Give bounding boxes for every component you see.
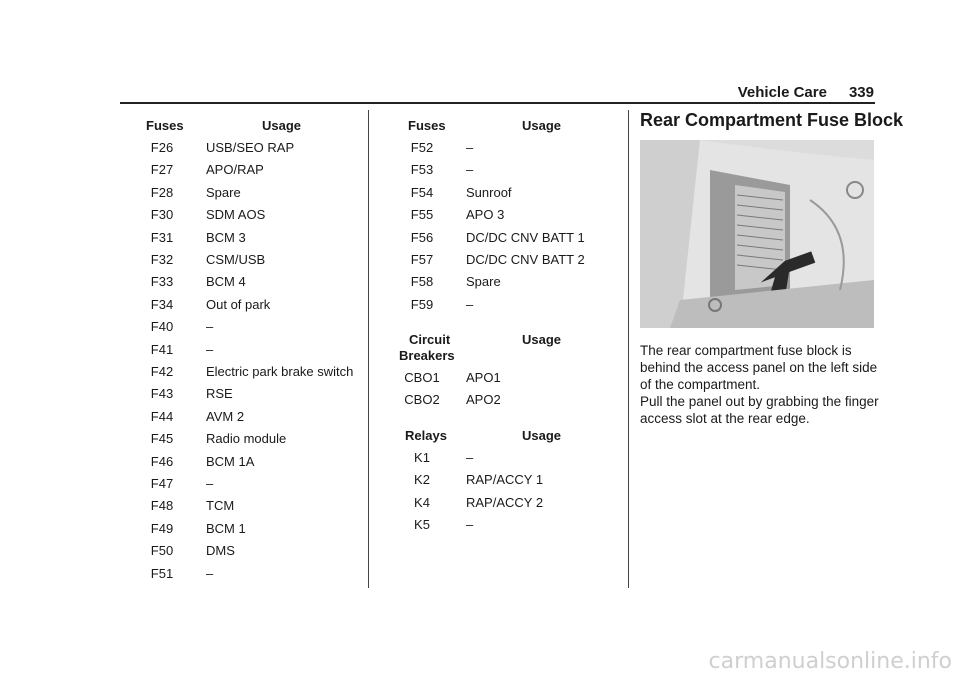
column-header-usage: Usage [522,332,562,347]
fuse-id: K5 [414,517,430,533]
fuse-usage: – [206,319,214,335]
fuse-id: CBO2 [404,392,440,408]
page-header [738,84,874,101]
fuse-id: F59 [410,296,434,312]
fuse-usage: RSE [206,386,233,402]
fuse-id: F57 [410,252,434,267]
column-divider [628,110,629,588]
fuse-id: F56 [410,229,434,245]
fuse-id: F30 [150,207,174,223]
fuse-usage: – [466,450,474,465]
fuse-usage: BCM 3 [206,229,246,245]
fuse-usage: – [466,517,474,533]
fuse-id: F49 [150,520,174,536]
fuse-id: F50 [150,543,174,559]
fuse-usage: – [206,565,214,581]
fuse-usage: Electric park brake switch [206,364,354,379]
fuse-id: F43 [150,386,174,402]
fuse-usage: RAP/ACCY 2 [466,494,544,510]
column-header-usage: Usage [522,118,562,133]
fuse-usage: Out of park [206,296,271,312]
fuse-usage: APO1 [466,370,501,385]
fuse-usage: DC/DC CNV BATT 1 [466,229,585,245]
fuse-id: F33 [150,274,174,290]
column-header-usage: Usage [522,428,562,443]
fuse-usage: – [466,296,474,312]
section-heading: Rear Compartment Fuse Block [640,110,904,130]
fuse-id: F34 [150,296,174,312]
fuse-id: F45 [150,431,174,447]
fuse-id: F58 [410,274,434,290]
fuse-usage: BCM 4 [206,274,246,290]
fuse-id: F41 [150,341,174,357]
section-title: Vehicle Care [737,84,827,101]
fuse-id: F28 [150,184,174,200]
fuse-usage: DMS [206,543,235,559]
fuse-id: F32 [150,252,174,267]
fuse-id: F48 [150,498,174,514]
fuse-usage: APO 3 [466,207,505,223]
fuse-usage: TCM [206,498,235,514]
column-divider [368,110,369,588]
fuse-id: F55 [410,207,434,223]
column-header-breakers: Breakers [399,348,455,363]
fuse-id: K2 [414,472,430,488]
fuse-usage: Spare [206,184,241,200]
fuse-usage: – [466,162,474,178]
fuse-id: F44 [150,408,174,424]
column-header-relays: Relays [405,428,447,443]
fuse-id: CBO1 [404,370,440,385]
fuse-usage: – [206,476,214,491]
fuse-usage: APO/RAP [206,162,264,178]
fuse-id: F46 [150,453,174,469]
fuse-usage: Spare [466,274,501,290]
fuse-usage: USB/SEO RAP [206,140,295,155]
fuse-id: K1 [414,450,430,465]
column-header-fuses: Fuses [146,118,184,133]
fuse-usage: – [206,341,214,357]
paragraph-instructions: Pull the panel out by grabbing the finger access slot at the rear edge. [640,394,879,426]
column-header-usage: Usage [262,118,302,133]
header-rule [120,102,875,104]
fuse-block-photo [640,140,874,328]
fuse-usage: CSM/USB [206,252,266,267]
fuse-usage: DC/DC CNV BATT 2 [466,252,585,267]
column-header-circuit: Circuit [409,332,451,347]
fuse-usage: – [466,140,474,155]
fuse-usage: SDM AOS [206,207,266,223]
fuse-id: F27 [150,162,174,178]
page-number: 339 [848,84,874,101]
fuse-id: F42 [150,364,174,379]
fuse-usage: BCM 1A [206,453,255,469]
fuse-id: F47 [150,476,174,491]
fuse-usage: BCM 1 [206,520,246,536]
fuse-id: F53 [410,162,434,178]
fuse-usage: APO2 [466,392,501,408]
fuse-usage: AVM 2 [206,408,245,424]
paragraph-location: The rear compartment fuse block is behind the access panel on the left side of the compartment. [640,343,878,392]
fuse-id: F40 [150,319,174,335]
fuse-id: F52 [410,140,434,155]
fuse-id: F54 [410,184,434,200]
watermark: carmanualsonline.info [708,649,952,674]
fuse-id: F31 [150,229,174,245]
fuse-usage: RAP/ACCY 1 [466,472,544,488]
fuse-id: F26 [150,140,174,155]
fuse-id: F51 [150,565,174,581]
fuse-id: K4 [414,494,430,510]
column-header-fuses: Fuses [408,118,446,133]
fuse-usage: Radio module [206,431,287,447]
fuse-usage: Sunroof [466,184,512,200]
